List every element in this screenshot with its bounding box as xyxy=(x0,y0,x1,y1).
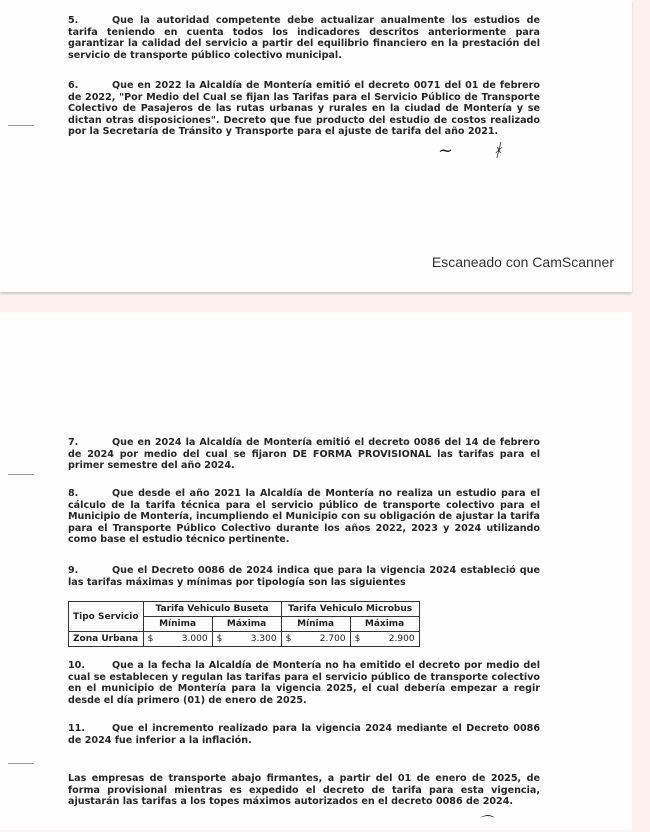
cell-microbus-min xyxy=(281,632,350,647)
header-buseta-max: Máxima xyxy=(212,617,281,632)
signature-stroke: ⌒ xyxy=(478,815,492,831)
paragraph-number: 11. xyxy=(68,723,85,734)
paragraph-9 xyxy=(68,565,540,588)
margin-mark xyxy=(8,763,34,764)
paragraph-text: Que desde el año 2021 la Alcaldía de Montería no realiza un estudio para el cálculo de la tarifa técnica para el servicio público de transporte colectivo para el Municipio de Montería, incumpliendo el Municipio con su obligación de ajustar la tarifa para el Transporte Público Colectivo durante los años 2022, 2023 y 2024 utilizando como base el estudio técnico pertinente. xyxy=(68,488,540,546)
margin-mark xyxy=(8,125,34,126)
closing-paragraph: Las empresas de transporte abajo firmantes, a partir del 01 de enero de 2025, de forma provisional mientras es expedido el decreto de tarifa para esta vigencia, ajustarán las tarifas a los topes máximos autorizados en el decreto 0086 de 2024. xyxy=(68,773,540,808)
header-microbus: Tarifa Vehiculo Microbus xyxy=(281,602,419,617)
value: 3.000 xyxy=(181,634,208,644)
cell-buseta-max xyxy=(212,632,281,647)
paragraph-8 xyxy=(68,488,540,546)
currency-symbol: $ xyxy=(354,634,361,644)
paragraph-text: Que a la fecha la Alcaldía de Montería no ha emitido el decreto por medio del cual se establecen y regulan las tarifas para el servicio público de transporte colectivo en el municipio de Montería para la vigencia 2025, el cual debería empezar a regir desde el día primero (01) de enero de 2025. xyxy=(68,660,540,706)
scanned-page-2 xyxy=(0,312,632,830)
paragraph-7 xyxy=(68,437,540,472)
row-label: Zona Urbana xyxy=(69,632,144,647)
paragraph-11 xyxy=(68,723,540,746)
paragraph-text: Que en 2022 la Alcaldía de Montería emitió el decreto 0071 del 01 de febrero de 2022, "Por Medio del Cual se fijan las Tarifas para el Servicio Público de Transporte Colectivo de Pasajeros de las rutas urbanas y rurales en la ciudad de Montería y se dictan otras disposiciones". Decreto que fue producto del estudio de costos realizado por la Secretaría de Tránsito y Transporte para el ajuste de tarifa del año 2021. xyxy=(68,80,540,138)
currency-symbol: $ xyxy=(285,634,292,644)
paragraph-text: Que el incremento realizado para la vigencia 2024 mediante el Decreto 0086 de 2024 fue inferior a la inflación. xyxy=(68,723,540,746)
header-microbus-max: Máxima xyxy=(350,617,419,632)
header-tipo-servicio: Tipo Servicio xyxy=(69,602,144,632)
currency-symbol: $ xyxy=(147,634,154,644)
paragraph-number: 9. xyxy=(68,565,79,576)
camscanner-watermark: Escaneado con CamScanner xyxy=(431,254,614,270)
paragraph-number: 5. xyxy=(68,15,79,26)
paragraph-number: 6. xyxy=(68,80,79,91)
paragraph-text: Que el Decreto 0086 de 2024 indica que para la vigencia 2024 estableció que las tarifas máximas y mínimas por tipología son las siguientes xyxy=(68,565,540,588)
paragraph-number: 7. xyxy=(68,437,79,448)
paragraph-number: 10. xyxy=(68,660,85,671)
value: 3.300 xyxy=(250,634,277,644)
paragraph-number: 8. xyxy=(68,488,79,499)
paragraph-10 xyxy=(68,660,540,706)
value: 2.900 xyxy=(388,634,415,644)
signature-initials-2: ᚼ xyxy=(492,140,503,161)
header-microbus-min: Mínima xyxy=(281,617,350,632)
paragraph-text: Que en 2024 la Alcaldía de Montería emitió el decreto 0086 del 14 de febrero de 2024 por medio del cual se fijaron DE FORMA PROVISIONAL las tarifas para el primer semestre del año 2024. xyxy=(68,437,540,472)
paragraph-text: Que la autoridad competente debe actualizar anualmente los estudios de tarifa teniendo en cuenta todos los indicadores descritos anteriormente para garantizar la calidad del servicio a partir del equilibrio financiero en la prestación del servicio de transporte público colectivo municipal. xyxy=(68,15,540,61)
value: 2.700 xyxy=(319,634,346,644)
tariff-table xyxy=(68,601,420,647)
header-buseta-min: Mínima xyxy=(143,617,212,632)
currency-symbol: $ xyxy=(216,634,223,644)
cell-buseta-min xyxy=(143,632,212,647)
margin-mark xyxy=(8,474,34,475)
table-row xyxy=(69,632,420,647)
paragraph-6 xyxy=(68,80,540,138)
signature-initials-1: ~ xyxy=(438,140,454,161)
header-buseta: Tarifa Vehiculo Buseta xyxy=(143,602,281,617)
cell-microbus-max xyxy=(350,632,419,647)
scanned-page-1 xyxy=(0,0,632,292)
paragraph-5 xyxy=(68,15,540,61)
